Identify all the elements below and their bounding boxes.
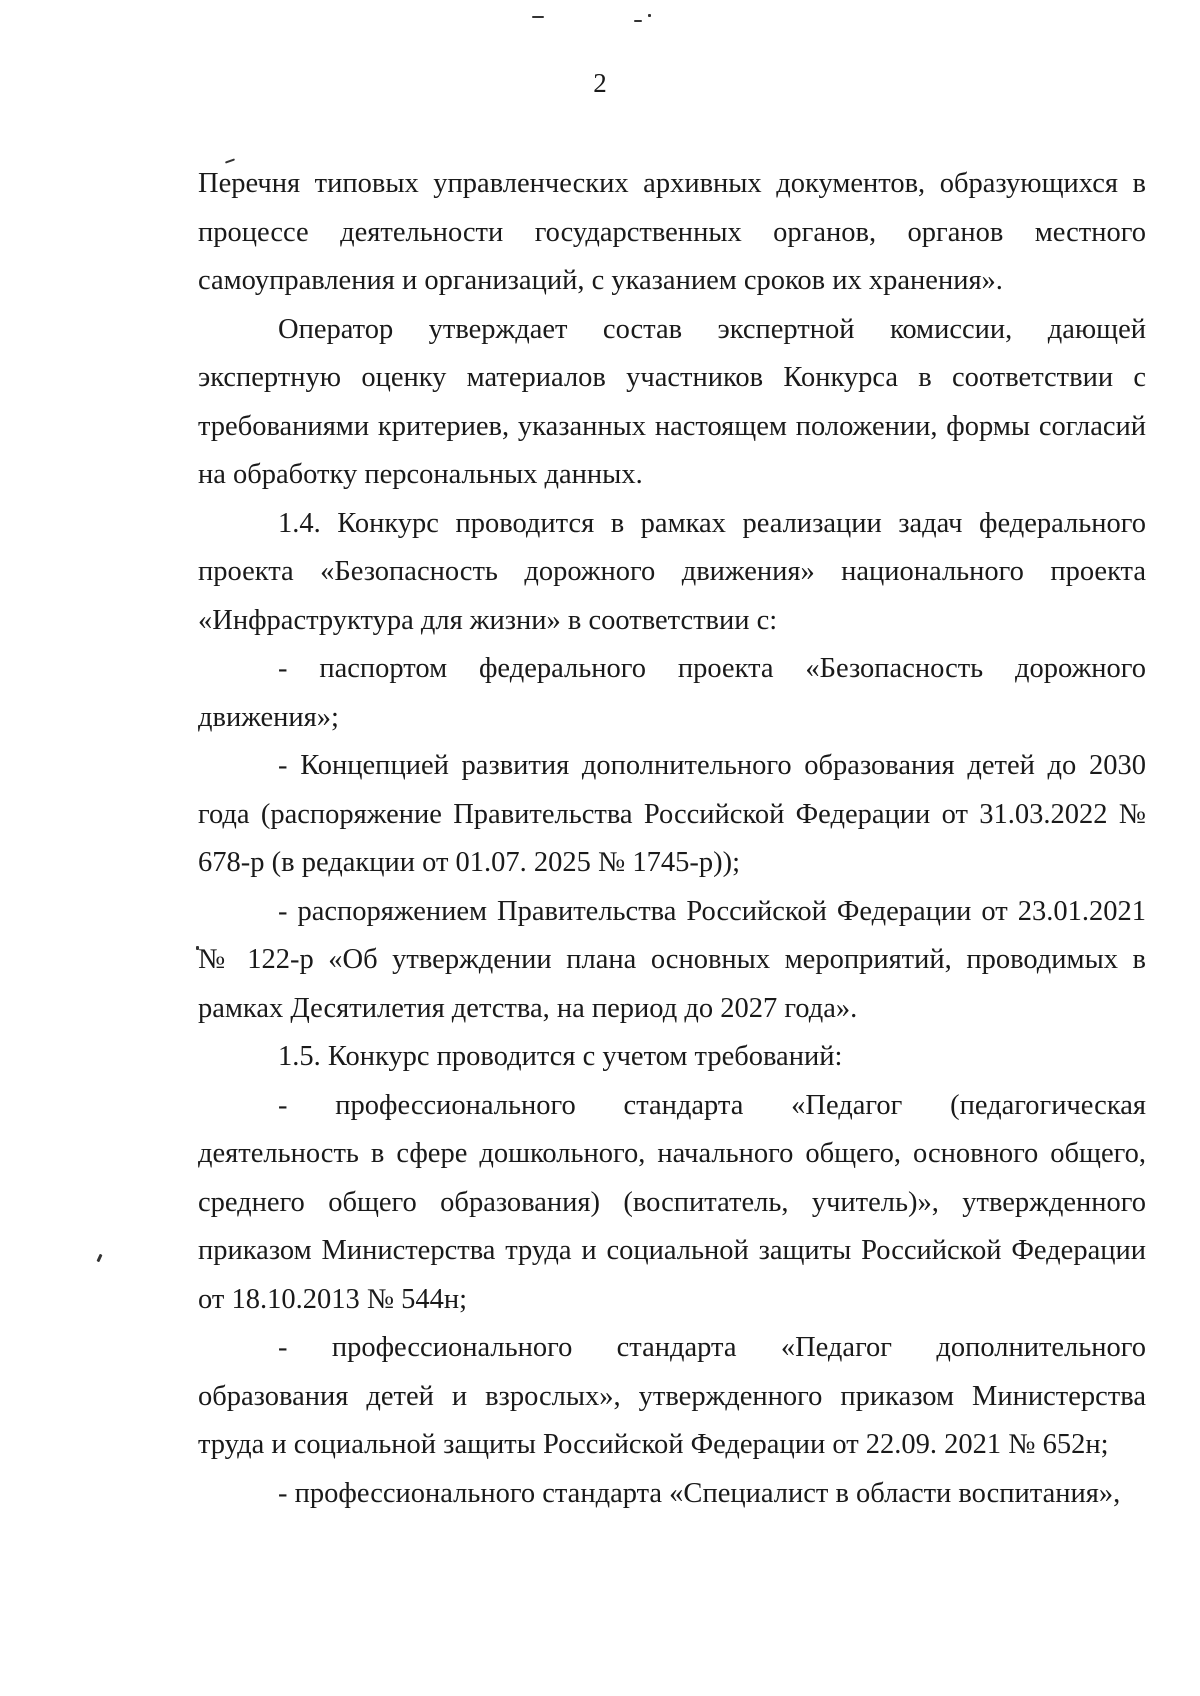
scan-artifact [96, 1254, 102, 1263]
page-number: 2 [593, 68, 607, 98]
list-item: - паспортом федерального проекта «Безопасность дорожного движения»; [198, 653, 1146, 733]
list-item: - распоряжением Правительства Российской Федерации от 23.01.2021 № 122-р «Об утверждении плана основных мероприятий, проводимых в рамках Десятилетия детства, на период до 2027 года». [198, 895, 1146, 1024]
list-item: - профессионального стандарта «Специалист в области воспитания», [278, 1477, 1121, 1509]
paragraph: Перечня типовых управленческих архивных документов, образующихся в процессе деятельности государственных органов, органов местного самоуправления и организаций, с указанием сроков их хранения». [198, 168, 1146, 296]
scan-artifact [648, 14, 651, 17]
paragraph: Оператор утверждает состав экспертной комиссии, дающей экспертную оценку материалов участников Конкурса в соответствии с требованиями критериев, указанных настоящем положении, формы согласий на обработку персональных данных. [198, 313, 1146, 490]
list-item: - профессионального стандарта «Педагог дополнительного образования детей и взрослых», утвержденного приказом Министерства труда и социальной защиты Российской Федерации от 22.09. 2021 № 652н; [198, 1332, 1146, 1460]
list-item: - профессионального стандарта «Педагог (педагогическая деятельность в сфере дошкольного, начального общего, основного общего, среднего общего образования) (воспитатель, учитель)», утвержденного приказом Министерства труда и социальной защиты Российской Федерации от 18.10.2013 № 544н; [198, 1089, 1146, 1315]
paragraph: 1.4. Конкурс проводится в рамках реализации задач федерального проекта «Безопасность дорожного движения» национального проекта «Инфраструктура для жизни» в соответствии с: [198, 507, 1146, 636]
document-body [198, 160, 1146, 1518]
paragraph: 1.5. Конкурс проводится с учетом требований: [278, 1041, 843, 1072]
list-item: - Концепцией развития дополнительного образования детей до 2030 года (распоряжение Правительства Российской Федерации от 31.03.2022 № 678-р (в редакции от 01.07. 2025 № 1745-р)); [198, 750, 1146, 878]
scan-artifact [532, 16, 544, 18]
scan-artifact [634, 20, 642, 22]
